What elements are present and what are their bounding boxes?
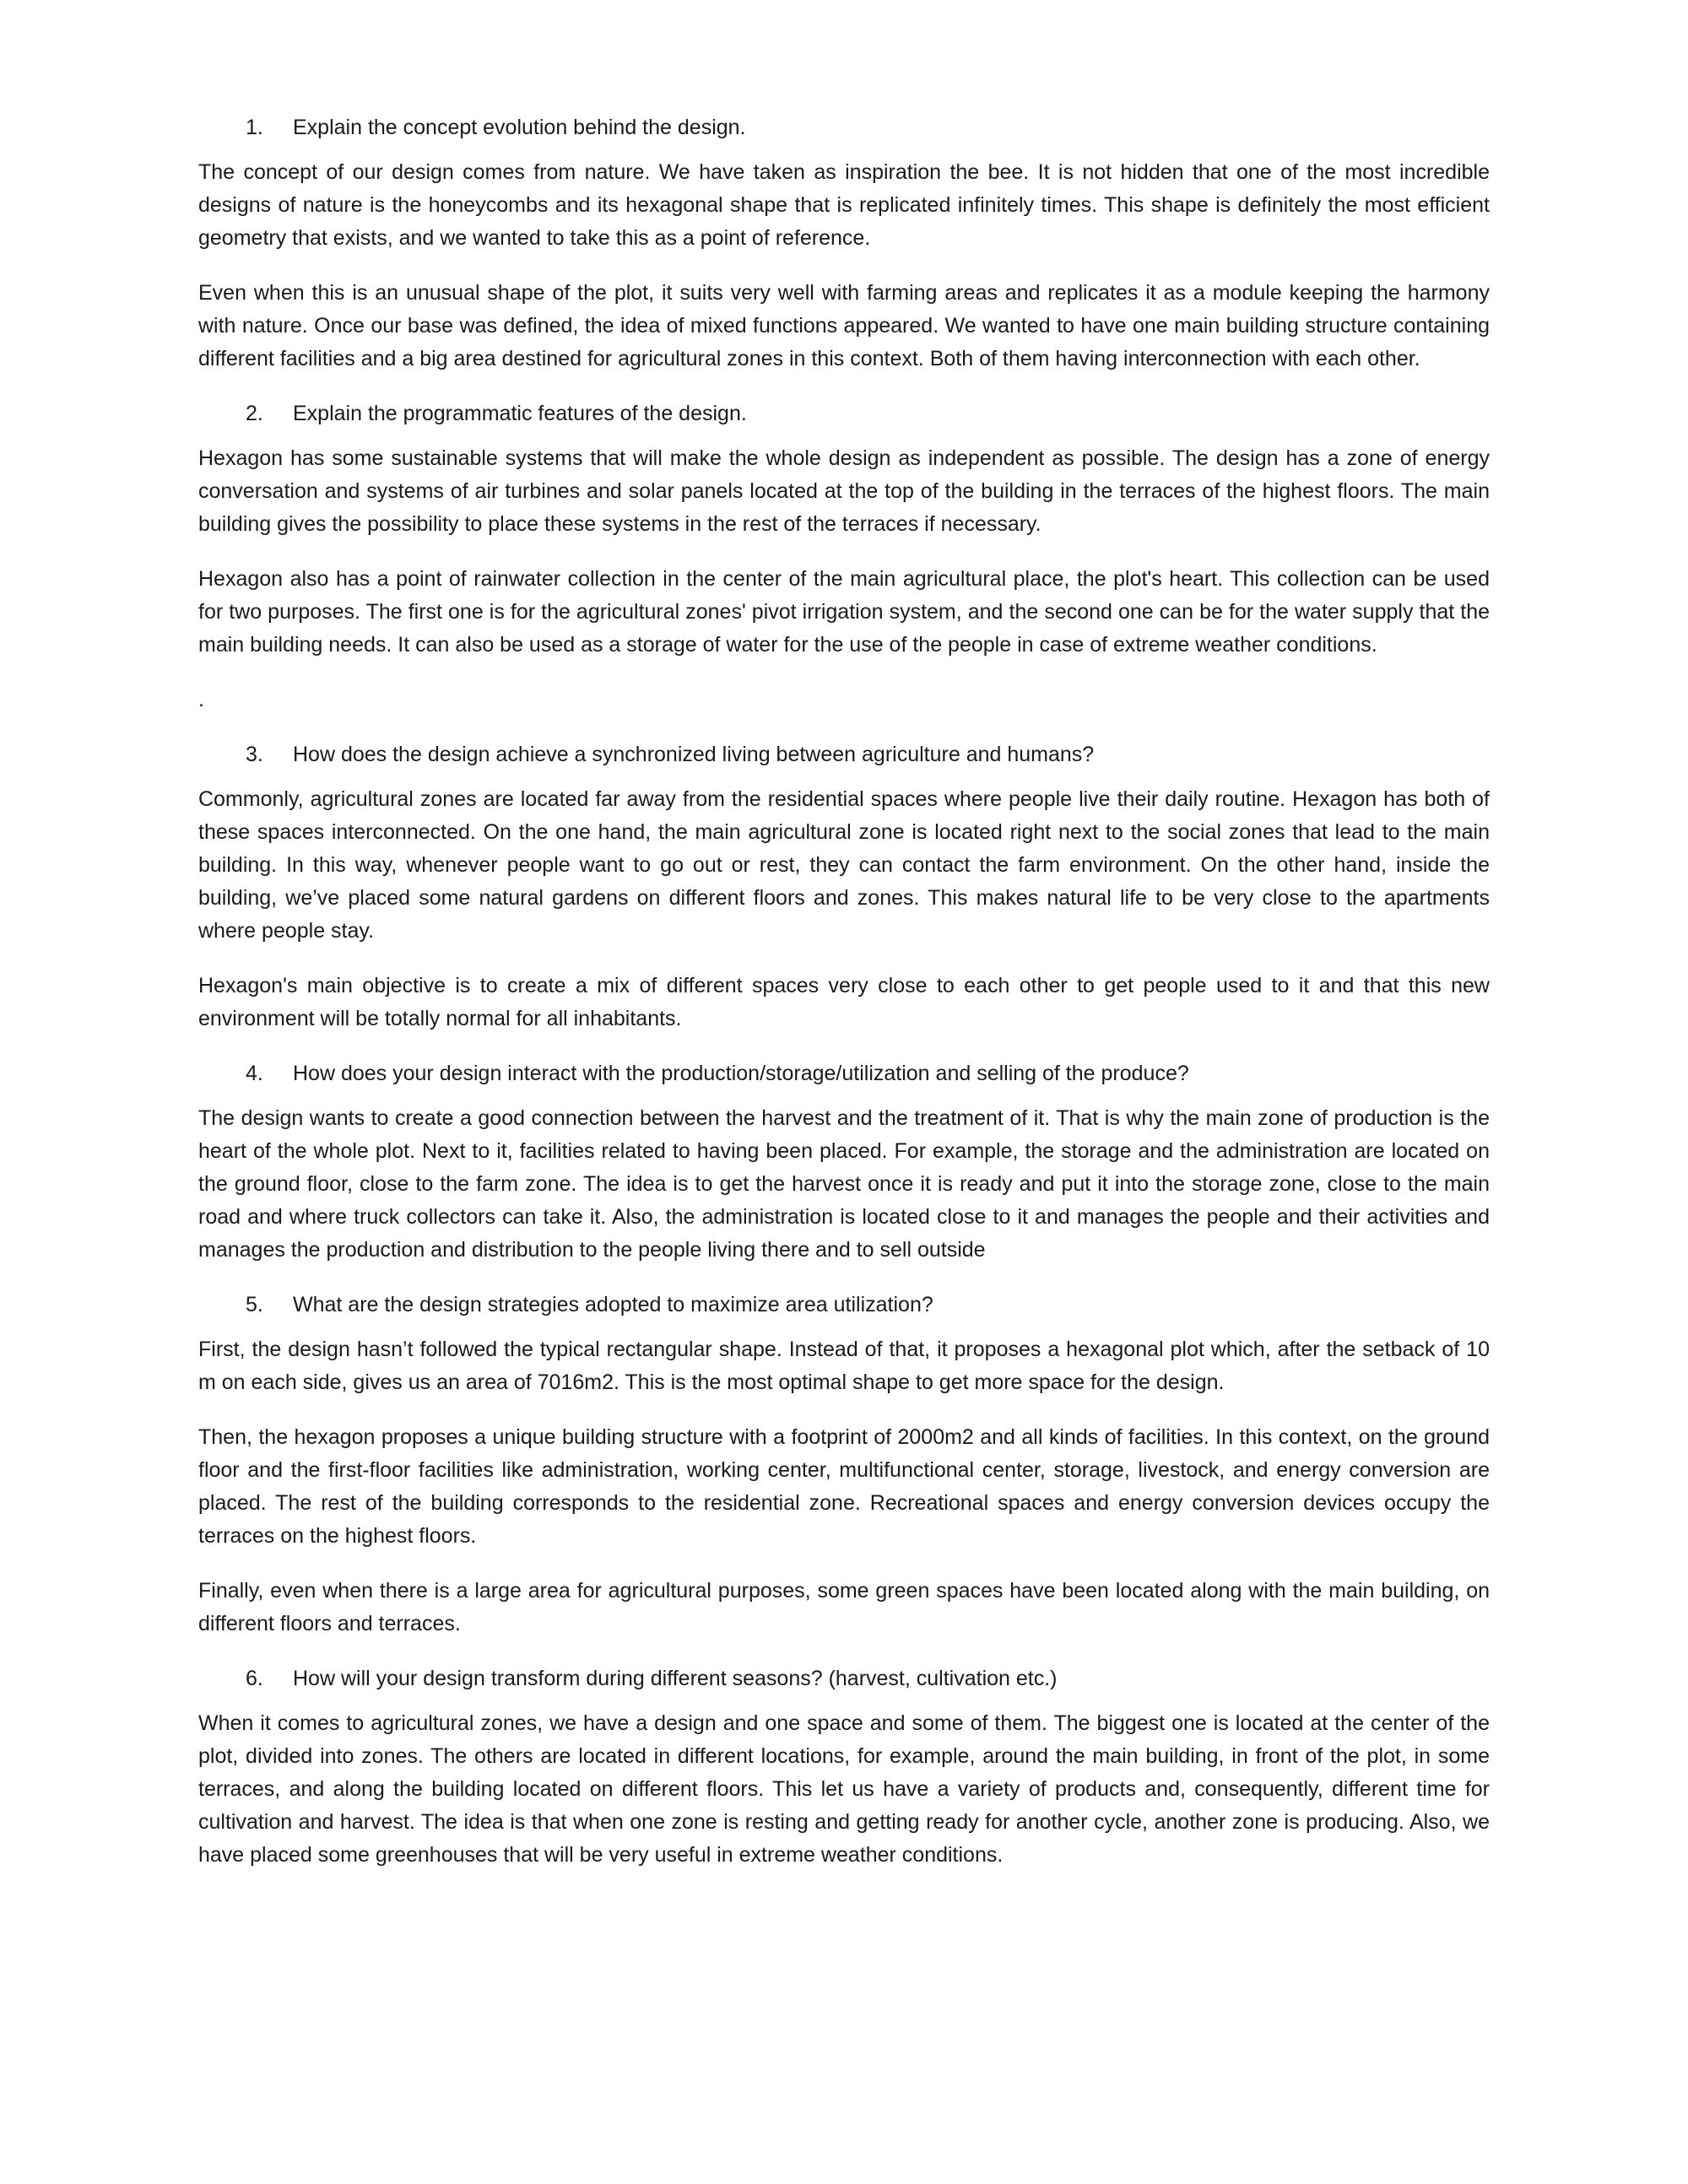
question-number: 1. — [246, 116, 263, 139]
question-heading-5 — [198, 1289, 1490, 1322]
document-page — [198, 111, 1490, 1894]
answer-paragraph: Finally, even when there is a large area for agricultural purposes, some green spaces have been located along with the main building, on different floors and terraces. — [198, 1579, 1490, 1635]
answer-paragraph: Even when this is an unusual shape of the plot, it suits very well with farming areas and replicates it as a module keeping the harmony with nature. Once our base was defined, the idea of mixed functions appeared. We wanted to have one main building structure containing different facilities and a big area destined for agricultural zones in this context. Both of them having interconnection with each other. — [198, 281, 1490, 370]
stray-period: . — [198, 688, 204, 711]
answer-paragraph: First, the design hasn’t followed the typical rectangular shape. Instead of that, it proposes a hexagonal plot which, after the setback of 10 m on each side, gives us an area of 7016m2. This is the most optimal shape to get more space for the design. — [198, 1338, 1490, 1394]
question-heading-4 — [198, 1057, 1490, 1090]
answer-paragraph: Hexagon's main objective is to create a mix of different spaces very close to each other to get people used to it and that this new environment will be totally normal for all inhabitants. — [198, 974, 1490, 1030]
answer-paragraph: Hexagon also has a point of rainwater collection in the center of the main agricultural place, the plot's heart. This collection can be used for two purposes. The first one is for the agricultural zones' pivot irrigation system, and the second one can be for the water supply that the main building needs. It can also be used as a storage of water for the use of the people in case of extreme weather conditions. — [198, 567, 1490, 657]
question-number: 3. — [246, 743, 263, 766]
question-number: 6. — [246, 1667, 263, 1690]
answer-paragraph: Commonly, agricultural zones are located far away from the residential spaces where people live their daily routine. Hexagon has both of these spaces interconnected. On the one hand, the main agricultural zone is located right next to the social zones that lead to the main building. In this way, whenever people want to go out or rest, they can contact the farm environment. On the other hand, inside the building, we’ve placed some natural gardens on different floors and zones. This makes natural life to be very close to the apartments where people stay. — [198, 787, 1490, 943]
answer-paragraph: Then, the hexagon proposes a unique building structure with a footprint of 2000m2 and all kinds of facilities. In this context, on the ground floor and the first-floor facilities like administration, working center, multifunctional center, storage, livestock, and energy conversion are placed. The rest of the building corresponds to the residential zone. Recreational spaces and energy conversion devices occupy the terraces on the highest floors. — [198, 1425, 1490, 1548]
question-heading-6 — [198, 1662, 1490, 1695]
question-title: How does the design achieve a synchronized living between agriculture and humans? — [293, 743, 1095, 766]
question-title: What are the design strategies adopted to maximize area utilization? — [293, 1293, 933, 1316]
answer-paragraph: Hexagon has some sustainable systems that will make the whole design as independent as possible. The design has a zone of energy conversation and systems of air turbines and solar panels located at the top of the building in the terraces of the highest floors. The main building gives the possibility to place these systems in the rest of the terraces if necessary. — [198, 446, 1490, 536]
answer-paragraph: The concept of our design comes from nature. We have taken as inspiration the bee. It is not hidden that one of the most incredible designs of nature is the honeycombs and its hexagonal shape that is replicated infinitely times. This shape is definitely the most efficient geometry that exists, and we wanted to take this as a point of reference. — [198, 160, 1490, 250]
answer-paragraph: When it comes to agricultural zones, we have a design and one space and some of them. The biggest one is located at the center of the plot, divided into zones. The others are located in different locations, for example, around the main building, in front of the plot, in some terraces, and along the building located on different floors. This let us have a variety of products and, consequently, different time for cultivation and harvest. The idea is that when one zone is resting and getting ready for another cycle, another zone is producing. Also, we have placed some greenhouses that will be very useful in extreme weather conditions. — [198, 1711, 1490, 1867]
question-heading-3 — [198, 738, 1490, 771]
question-number: 4. — [246, 1062, 263, 1085]
question-title: How does your design interact with the production/storage/utilization and selling of the produce? — [293, 1062, 1189, 1085]
question-number: 2. — [246, 402, 263, 425]
question-heading-2 — [198, 397, 1490, 430]
answer-paragraph: The design wants to create a good connection between the harvest and the treatment of it. That is why the main zone of production is the heart of the whole plot. Next to it, facilities related to having been placed. For example, the storage and the administration are located on the ground floor, close to the farm zone. The idea is to get the harvest once it is ready and put it into the storage zone, close to the main road and where truck collectors can take it. Also, the administration is located close to it and manages the people and their activities and manages the production and distribution to the people living there and to sell outside — [198, 1106, 1490, 1262]
question-title: Explain the concept evolution behind the design. — [293, 116, 746, 139]
question-heading-1 — [198, 111, 1490, 144]
question-title: Explain the programmatic features of the design. — [293, 402, 747, 425]
question-title: How will your design transform during different seasons? (harvest, cultivation etc.) — [293, 1667, 1058, 1690]
question-number: 5. — [246, 1293, 263, 1316]
